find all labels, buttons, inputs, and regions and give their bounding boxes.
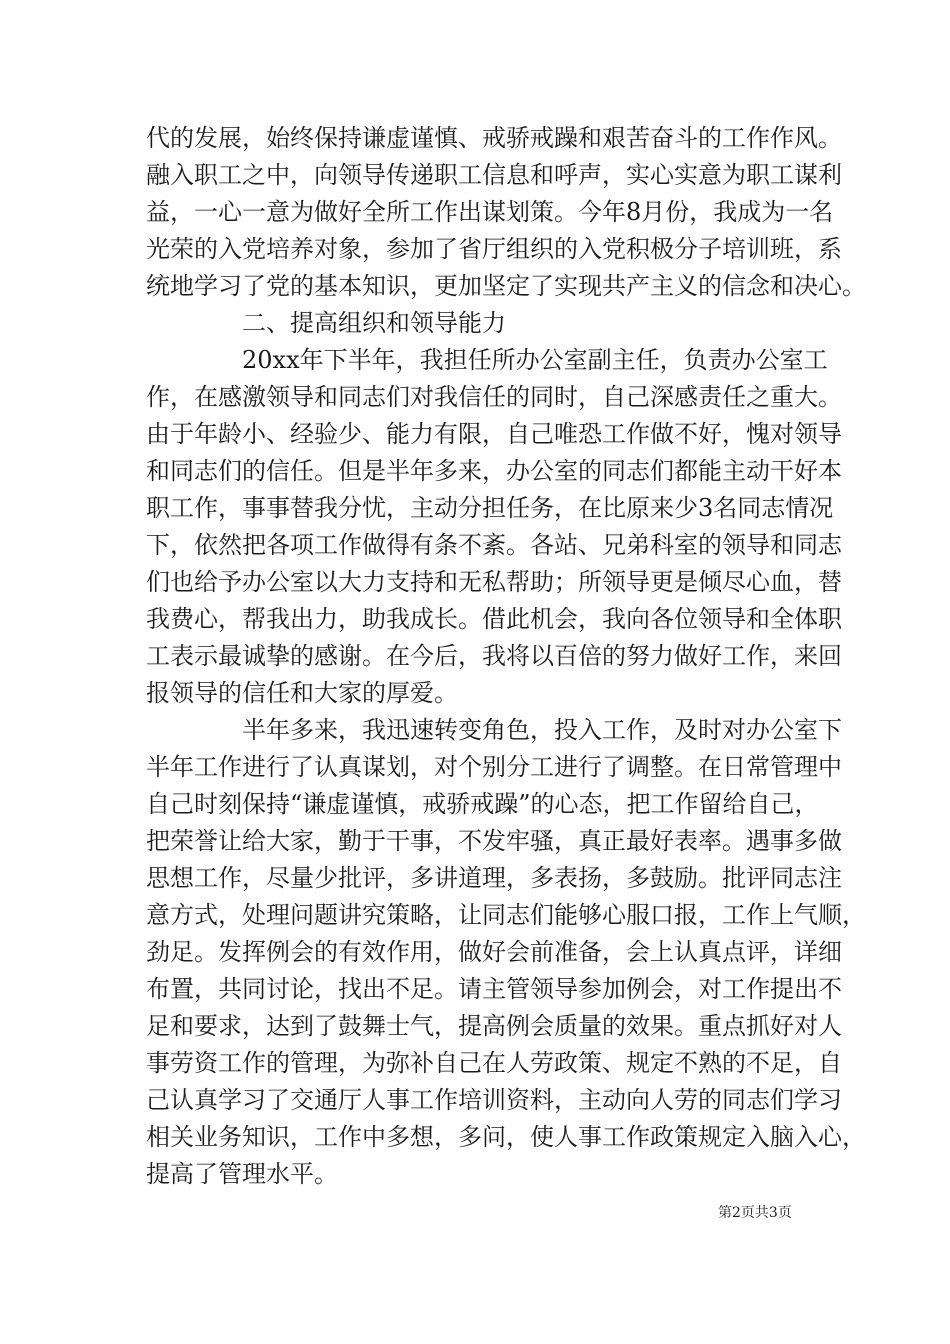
body-text-line: 报领导的信任和大家的厚爱。 bbox=[146, 679, 458, 707]
body-text-line: 我费心，帮我出力，助我成长。借此机会，我向各位领导和全体职 bbox=[146, 605, 842, 633]
body-text-line: 们也给予办公室以大力支持和无私帮助；所领导更是倾尽心血，替 bbox=[146, 568, 842, 596]
body-text-line: 自己时刻保持“谦虚谨慎，戒骄戒躁”的心态，把工作留给自己， bbox=[146, 790, 819, 818]
body-text-line: 光荣的入党培养对象，参加了省厅组织的入党积极分子培训班，系 bbox=[146, 235, 842, 263]
body-text-line: 统地学习了党的基本知识，更加坚定了实现共产主义的信念和决心。 bbox=[146, 272, 866, 300]
body-text-line: 工表示最诚挚的感谢。在今后，我将以百倍的努力做好工作，来回 bbox=[146, 642, 842, 670]
body-text-line: 己认真学习了交通厅人事工作培训资料，主动向人劳的同志们学习 bbox=[146, 1086, 842, 1114]
body-text-line: 思想工作，尽量少批评，多讲道理，多表扬，多鼓励。批评同志注 bbox=[146, 864, 842, 892]
body-text-line: 由于年龄小、经验少、能力有限，自己唯恐工作做不好，愧对领导 bbox=[146, 420, 842, 448]
body-text-line: 下，依然把各项工作做得有条不紊。各站、兄弟科室的领导和同志 bbox=[146, 531, 842, 559]
body-text-line: 提高了管理水平。 bbox=[146, 1160, 338, 1188]
body-text-line: 把荣誉让给大家，勤于干事，不发牢骚，真正最好表率。遇事多做 bbox=[146, 827, 842, 855]
body-text-line: 相关业务知识，工作中多想，多问，使人事工作政策规定入脑入心， bbox=[146, 1123, 866, 1151]
body-text-line: 益，一心一意为做好全所工作出谋划策。今年8月份，我成为一名 bbox=[146, 198, 834, 226]
section-heading: 二、提高组织和领导能力 bbox=[242, 309, 506, 337]
body-text-line: 职工作，事事替我分忧，主动分担任务，在比原来少3名同志情况 bbox=[146, 494, 834, 522]
body-text-line: 布置，共同讨论，找出不足。请主管领导参加例会，对工作提出不 bbox=[146, 975, 842, 1003]
body-text-line: 代的发展，始终保持谦虚谨慎、戒骄戒躁和艰苦奋斗的工作作风。 bbox=[146, 124, 842, 152]
body-text-line: 作，在感激领导和同志们对我信任的同时，自己深感责任之重大。 bbox=[146, 383, 842, 411]
page-number: 第2页共3页 bbox=[718, 1205, 792, 1221]
body-text-line: 足和要求，达到了鼓舞士气，提高例会质量的效果。重点抓好对人 bbox=[146, 1012, 842, 1040]
body-text-line: 意方式，处理问题讲究策略，让同志们能够心服口报，工作上气顺， bbox=[146, 901, 866, 929]
body-text-line: 半年多来，我迅速转变角色，投入工作，及时对办公室下 bbox=[242, 716, 842, 744]
body-text-line: 20xx年下半年，我担任所办公室副主任，负责办公室工 bbox=[242, 346, 828, 374]
body-text-line: 融入职工之中，向领导传递职工信息和呼声，实心实意为职工谋利 bbox=[146, 161, 842, 189]
body-text-line: 和同志们的信任。但是半年多来，办公室的同志们都能主动干好本 bbox=[146, 457, 842, 485]
body-text-line: 劲足。发挥例会的有效作用，做好会前准备，会上认真点评，详细 bbox=[146, 938, 842, 966]
body-text-line: 半年工作进行了认真谋划，对个别分工进行了调整。在日常管理中 bbox=[146, 753, 842, 781]
body-text-line: 事劳资工作的管理，为弥补自己在人劳政策、规定不熟的不足，自 bbox=[146, 1049, 842, 1077]
